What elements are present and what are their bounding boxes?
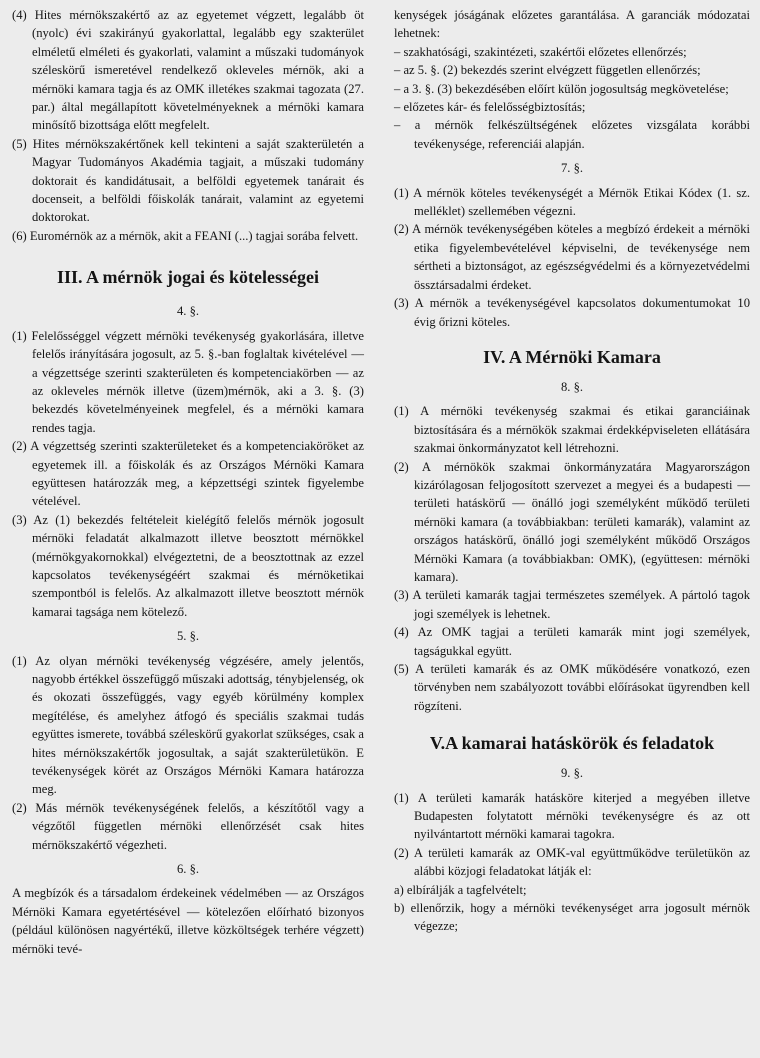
p-s9-1-paragraph: (1) A területi kamarák hatásköre kiterjed a megyében illetve Budapesten folytatott mérnöki tevékenységre és az ott nyilvántartott mérnöki kamarai tagokra. (394, 790, 750, 842)
section-8-number: 8. §. (560, 379, 584, 394)
p-s4-1-paragraph: (1) Felelősséggel végzett mérnöki tevékenység gyakorlására, illetve felelős irányítására jogosult, az 5. §.-ban foglaltak kivételével — a végzettsége szerinti szakterületen és kompetenciakörben — az az okleveles mérnök illetve (üzem)mérnök, aki a 3. §. (3) bekezdés követelményeinek megfelel, és a mérnöki kamara rendes tagja. (12, 328, 364, 435)
p-s4-2-paragraph: (2) A végzettség szerinti szakterületeket és a kompetenciaköröket az egyetemek ill. a főiskolák és az Országos Mérnöki Kamara együttesen határozzák meg, a képzettségi szintek figyelembe vételével. (12, 439, 364, 509)
p-s9-2a-paragraph: a) elbírálják a tagfelvételt; (394, 882, 527, 897)
p-s7-2-paragraph: (2) A mérnök tevékenységében köteles a megbízó érdekeit a mérnöki etika figyelembevételével képviselni, de tevékenysége nem sértheti a biztonságot, az egészségvédelmi és a környezetvédelmi össztársadalmi érdeket. (394, 222, 750, 292)
section-7-number: 7. §. (560, 161, 584, 176)
section-9-number: 9. §. (560, 766, 584, 781)
p-4-5-paragraph: (5) Hites mérnökszakértőnek kell tekinteni a saját szakterületén a Magyar Tudományos Akadémia tagjait, a műszaki tudomány doktorait és kandidátusait, a belföldi egyetemek tanárait és docenseit, a belföldi főiskolák tanárait, valamint az egyetemi doktorokat. (12, 136, 364, 225)
p-s4-3-paragraph: (3) Az (1) bekezdés feltételeit kielégítő felelős mérnök jogosult mérnöki feladatát alkalmazott illetve beosztott mérnökkel (mérnökgyakornokkal) elvégeztetni, de a beosztottnak az ezzel kapcsolatos tevékenységéért szakmai és mérnöketikai szempontból is felelős. Az alkalmazott illetve beosztott mérnök kamarai tagsága nem kötelező. (12, 512, 364, 619)
right-column (394, 6, 750, 936)
p-4-6-paragraph: (6) Euromérnök az a mérnök, akit a FEANI (...) tagjai sorába felvett. (12, 228, 359, 243)
p-s6-d4-paragraph: – előzetes kár- és felelősségbiztosítás; (394, 100, 586, 115)
p-s5-2-paragraph: (2) Más mérnök tevékenységének felelős, a készítőtől vagy a végzőtől független mérnöki ellenőrzését csak hites mérnökszakértő végezheti. (12, 800, 364, 852)
p-s6-d2-paragraph: – az 5. §. (2) bekezdés szerint elvégzett független ellenőrzés; (394, 63, 701, 78)
p-s6-d1-paragraph: – szakhatósági, szakintézeti, szakértői előzetes ellenőrzés; (394, 44, 687, 59)
p-s9-2b-paragraph: b) ellenőrzik, hogy a mérnöki tevékenységet arra jogosult mérnök végezze; (394, 901, 750, 934)
p-s7-1-paragraph: (1) A mérnök köteles tevékenységét a Mérnök Etikai Kódex (1. sz. melléklet) szellemében végezni. (394, 185, 750, 219)
chapter-3-heading: III. A mérnök jogai és kötelességei (57, 267, 319, 288)
chapter-4-heading: IV. A Mérnöki Kamara (483, 346, 661, 367)
p-s8-5-paragraph: (5) A területi kamarák és az OMK működésére vonatkozó, ezen törvényben nem szabályozott további előírásokat ügyrendben kell rögzíteni. (394, 662, 750, 713)
p-s8-1-paragraph: (1) A mérnöki tevékenység szakmai és etikai garanciáinak biztosítására és a mérnökök szakmai érdekképviseleten ellátására szakmai önkormányzatot kell létrehozni. (394, 404, 750, 456)
p-4-4-paragraph: (4) Hites mérnökszakértő az az egyetemet végzett, legalább öt (nyolc) évi szakirányú gyakorlattal, legalább egy szakterület elméletű elméleti és gyakorlati, valamint a műszaki tudományok széleskörű ismeretével rendelkező okleveles mérnök, aki a mérnöki kamara tagja és az OMK illetékes szakmai tagozata (27. par.) által megállapított követelményeknek a mérnöki kamara minősítő bizottsága előtt megfelelt. (12, 8, 364, 133)
p-s6-cont-paragraph: kenységek jóságának előzetes garantálása. A garanciák módozatai lehetnek: (394, 8, 750, 41)
section-6-number: 6. §. (176, 862, 200, 877)
section-5-number: 5. §. (176, 629, 200, 644)
p-s6-d3-paragraph: – a 3. §. (3) bekezdésében előírt külön jogosultság megkövetelése; (394, 81, 729, 96)
p-s8-4-paragraph: (4) Az OMK tagjai a területi kamarák mint jogi személyek, tagságukkal együtt. (394, 625, 750, 658)
p-s6-d5-paragraph: – a mérnök felkészültségének előzetes vizsgálata korábbi tevékenysége, referenciái alapján. (394, 118, 750, 151)
p-s9-2-paragraph: (2) A területi kamarák az OMK-val együttműködve területükön az alábbi közjogi feladatokat látják el: (394, 845, 750, 879)
p-s7-3-paragraph: (3) A mérnök a tevékenységével kapcsolatos dokumentumokat 10 évig őrizni köteles. (394, 296, 750, 329)
p-s8-3-paragraph: (3) A területi kamarák tagjai természetes személyek. A pártoló tagok jogi személyek is lehetnek. (394, 588, 750, 621)
left-column (12, 6, 364, 958)
chapter-5-heading: V.A kamarai hatáskörök és feladatok (429, 733, 715, 754)
p-s6-paragraph: A megbízók és a társadalom érdekeinek védelmében — az Országos Mérnöki Kamara egyetértésével — kötelezően előírható bizonyos (például különösen nagyértékű, illetve közköltségek terhére végzett) mérnöki tevé- (12, 886, 364, 956)
p-s8-2-paragraph: (2) A mérnökök szakmai önkormányzatára Magyarországon kizárólagosan feljogosított szervezet a megyei és a budapesti — területi hatáskörű — önálló jogi személyként működő területi mérnöki kamara (a továbbiakban: területi kamarák), valamint az országos hatáskörű, önálló jogi személyként működő Országos Mérnöki Kamara (a továbbiakban: OMK), (együttesen: mérnöki kamara). (394, 459, 750, 584)
section-4-number: 4. §. (176, 304, 200, 319)
p-s5-1-paragraph: (1) Az olyan mérnöki tevékenység végzésére, amely jelentős, nagyobb értékkel összefüggő műszaki adottság, ténybjelenség, ok és okozati összefüggés, vagy egyéb körülmény komplex megítélése, és amelyhez átfogó és speciális szakmai tudás együttes ismerete, továbbá széleskörű gyakorlat szükséges, csak a hites mérnökszakértők jogosultak, a saját szakterületükön. E tevékenységek körét az Országos Mérnöki Kamara határozza meg. (12, 653, 364, 797)
